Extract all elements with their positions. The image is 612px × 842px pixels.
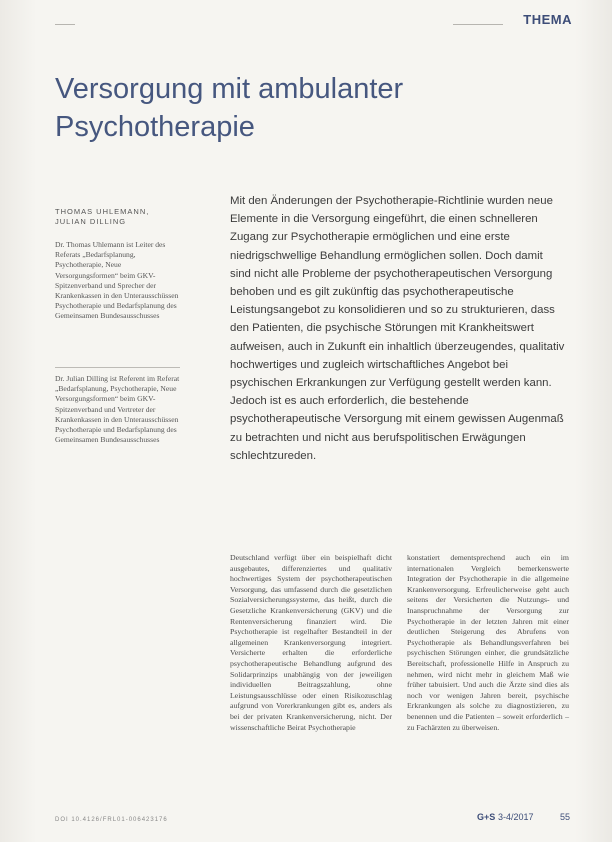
section-tag: THEMA (523, 12, 572, 27)
header-rule-left (55, 24, 75, 25)
author-bio-dilling: Dr. Julian Dilling ist Referent im Referat „Bedarfsplanung, Psychotherapie, Neue Versorgungsformen“ beim GKV-Spitzenverband und Vertreter der Krankenkassen in den Unterausschüssen Psychotherapie und Bedarfsplanung des Gemeinsamen Bundesausschusses (55, 374, 180, 445)
title-line-1: Versorgung mit ambulanter (55, 73, 404, 105)
authors-line-1: THOMAS UHLEMANN, (55, 207, 150, 216)
title-line-2: Psychotherapie (55, 111, 255, 143)
authors-line-2: JULIAN DILLING (55, 217, 127, 226)
footer-doi: DOI 10.4126/FRL01-006423176 (55, 817, 168, 823)
body-column-2 (407, 553, 569, 733)
body-column-1 (230, 553, 392, 733)
footer-brand: G+S (477, 812, 496, 822)
page-number: 55 (560, 812, 571, 822)
body-paragraph-1: Deutschland verfügt über ein beispielhaft dicht ausgebautes, differenziertes und qualitativ hochwertiges System der psychotherapeutischen Versorgung, das umfassend durch die gesetzlichen Sozialversicherungssysteme, das heißt, durch die Gesetzliche Krankenversicherung (GKV) und die Rentenversicherung finanziert wird. Die Psychotherapie ist regelhafter Bestandteil in der allgemeinen Krankenversorgung integriert. Versicherte erhalten die erforderliche psychotherapeutische Behandlung aufgrund des Solidarprinzips unabhängig von der jeweiligen individuellen Beitragszahlung, ohne Leistungsausschlüsse oder einen Risikozuschlag aufgrund von Vorerkrankungen gibt es, anders als bei der privaten Krankenversicherung, nicht. Der wissenschaftliche Beirat Psychotherapie (230, 553, 392, 732)
lead-paragraph: Mit den Änderungen der Psychotherapie-Richtlinie wurden neue Elemente in die Versorgung eingeführt, die einen schnelleren Zugang zur Psychotherapie ermöglichen und eine erste niedrigschwellige Behandlung ermöglichen sollen. Doch damit sind nicht alle Probleme der psychotherapeutischen Versorgung behoben und es gilt zukünftig das psychotherapeutische Leistungsangebot zu konsolidieren und so zu strukturieren, dass den Patienten, die psychische Störungen mit Krankheitswert aufweisen, auch in Zukunft ein inhaltlich überzeugendes, qualitativ hochwertiges und zugleich wirtschaftliches Angebot bei psychischen Erkrankungen zur Verfügung gestellt werden kann. Jedoch ist es auch erforderlich, die bestehende psychotherapeutische Versorgung mit einem gewissen Augenmaß zu betrachten und nicht aus berufspolitischen Erwägungen schlechtzureden. (230, 195, 565, 462)
footer-issue: 3-4/2017 (498, 812, 534, 822)
bio-divider (55, 367, 180, 368)
body-paragraph-2: konstatiert dementsprechend auch ein im internationalen Vergleich bemerkenswerte Integration der Psychotherapie in die allgemeine Krankenversorgung. Erfreulicherweise geht auch seitens der Versicherten die Nutzungs- und Inanspruchnahme der Versorgung zur Psychotherapie in der letzten Jahren mit einer deutlichen Steigerung des Abrufens von Psychotherapie als Behandlungsverfahren bei psychischen Störungen einher, die grundsätzliche Bereitschaft, professionelle Hilfe in Anspruch zu nehmen, wird nicht mehr in gleichem Maß wie früher tabuisiert. Und auch die Ärzte sind dies als noch vor wenigen Jahren bereit, psychische Erkrankungen als solche zu diagnostizieren, zu benennen und die Patienten – soweit erforderlich – zu Fachärzten zu überweisen. (407, 553, 569, 732)
authors (55, 207, 195, 227)
header-rule-right (453, 24, 503, 25)
author-bio-uhlemann: Dr. Thomas Uhlemann ist Leiter des Referats „Bedarfsplanung, Psychotherapie, Neue Versorgungsformen“ beim GKV-Spitzenverband und Sprecher der Krankenkassen in den Unterausschüssen Psychotherapie und Bedarfsplanung des Gemeinsamen Bundesausschusses (55, 240, 179, 321)
article-title (55, 70, 555, 146)
